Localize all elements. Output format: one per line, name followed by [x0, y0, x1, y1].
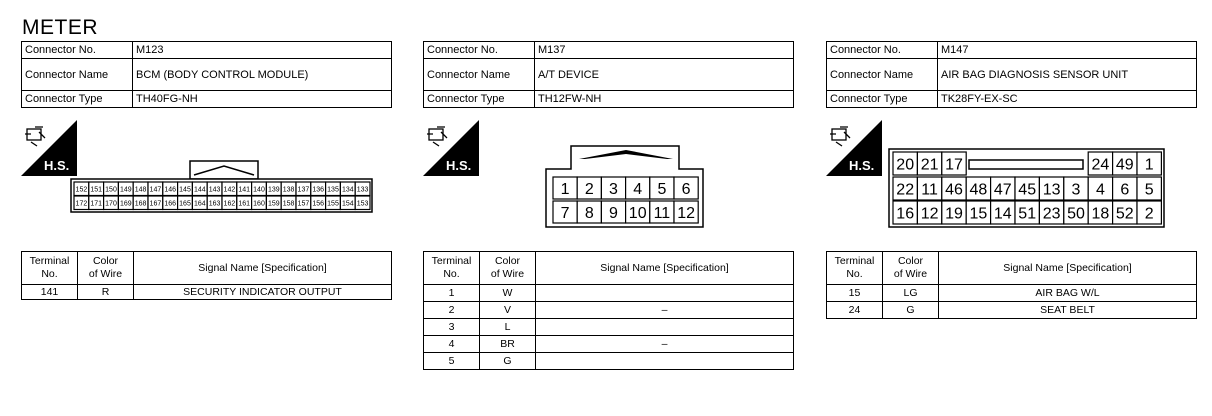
- pin-number: 45: [1018, 181, 1037, 199]
- pin-number: 51: [1018, 205, 1037, 223]
- connector-type-value: TK28FY-EX-SC: [938, 91, 1197, 108]
- pin-number: 168: [134, 200, 147, 208]
- pin-number: 169: [119, 200, 132, 208]
- connector-name-value: A/T DEVICE: [535, 59, 794, 91]
- label-connector-type: Connector Type: [22, 91, 133, 108]
- header-color-of-wire: Color of Wire: [883, 252, 939, 285]
- pin-number: 155: [327, 200, 339, 208]
- signal-name: –: [536, 336, 794, 353]
- pin-number: 134: [341, 186, 354, 194]
- header-color-of-wire: Color of Wire: [78, 252, 134, 285]
- pin-number: 20: [896, 156, 915, 174]
- connector-face-m123: [70, 160, 375, 214]
- header-signal-name: Signal Name [Specification]: [939, 252, 1197, 285]
- pin-number: 156: [312, 200, 325, 208]
- harness-side-icon: [423, 120, 479, 176]
- terminal-no: 2: [424, 302, 480, 319]
- pin-number: 133: [356, 186, 369, 194]
- pin-number: 143: [208, 186, 221, 194]
- pin-number: 11: [653, 204, 671, 222]
- label-connector-name: Connector Name: [424, 59, 535, 91]
- pin-number: 9: [609, 204, 618, 222]
- pin-number: 4: [633, 180, 643, 198]
- pin-number: 149: [119, 186, 132, 194]
- signal-name: AIR BAG W/L: [939, 285, 1197, 302]
- pin-number: 158: [282, 200, 295, 208]
- connector-no-value: M147: [938, 42, 1197, 59]
- pin-number: 52: [1115, 205, 1134, 223]
- pin-number: 23: [1042, 205, 1061, 223]
- pin-number: 141: [238, 186, 251, 194]
- terminal-row: [424, 285, 794, 302]
- pin-number: 160: [253, 200, 265, 208]
- terminal-no: 3: [424, 319, 480, 336]
- pin-number: 165: [179, 200, 191, 208]
- signal-name: SECURITY INDICATOR OUTPUT: [134, 285, 392, 300]
- signal-name: [536, 353, 794, 370]
- terminal-table-m123: [21, 251, 392, 300]
- connector-no-value: M137: [535, 42, 794, 59]
- label-connector-type: Connector Type: [424, 91, 535, 108]
- pin-number: 161: [238, 200, 251, 208]
- pin-number: 136: [312, 186, 325, 194]
- pin-number: 157: [297, 200, 310, 208]
- wire-color: V: [480, 302, 536, 319]
- pin-number: 48: [969, 181, 988, 199]
- pin-number: 144: [193, 186, 206, 194]
- pin-number: 7: [560, 204, 570, 222]
- label-connector-no: Connector No.: [827, 42, 938, 59]
- pin-number: 16: [896, 205, 915, 223]
- terminal-row: [22, 285, 392, 300]
- page-title: METER: [22, 16, 98, 39]
- pin-number: 4: [1095, 181, 1105, 199]
- header-color-of-wire: Color of Wire: [480, 252, 536, 285]
- pin-number: 135: [327, 186, 339, 194]
- pin-number: 1: [560, 180, 570, 198]
- pin-number: 22: [896, 181, 915, 199]
- pin-number: 3: [1071, 181, 1081, 199]
- pin-number: 172: [75, 200, 88, 208]
- harness-side-icon: [826, 120, 882, 176]
- pin-number: 138: [282, 186, 295, 194]
- wire-color: L: [480, 319, 536, 336]
- pin-number: 153: [356, 200, 369, 208]
- connector-no-value: M123: [133, 42, 392, 59]
- connector-name-value: AIR BAG DIAGNOSIS SENSOR UNIT: [938, 59, 1197, 91]
- pin-number: 162: [223, 200, 236, 208]
- terminal-no: 4: [424, 336, 480, 353]
- header-terminal-no: Terminal No.: [22, 252, 78, 285]
- signal-name: [536, 285, 794, 302]
- wire-color: W: [480, 285, 536, 302]
- terminal-row: [424, 302, 794, 319]
- pin-number: 17: [945, 156, 963, 174]
- pin-number: 170: [105, 200, 117, 208]
- terminal-row: [827, 285, 1197, 302]
- terminal-no: 141: [22, 285, 78, 300]
- pin-number: 164: [193, 200, 206, 208]
- pin-number: 171: [90, 200, 103, 208]
- label-connector-no: Connector No.: [424, 42, 535, 59]
- wire-color: G: [883, 302, 939, 319]
- pin-number: 12: [920, 205, 939, 223]
- pin-number: 2: [584, 180, 594, 198]
- pin-number: 3: [609, 180, 618, 198]
- terminal-row: [424, 336, 794, 353]
- pin-number: 47: [993, 181, 1012, 199]
- pin-number: 15: [969, 205, 988, 223]
- pin-number: 19: [945, 205, 963, 223]
- header-signal-name: Signal Name [Specification]: [134, 252, 392, 285]
- connector-type-value: TH12FW-NH: [535, 91, 794, 108]
- hs-label: H.S.: [44, 158, 70, 173]
- pin-number: 166: [164, 200, 177, 208]
- pin-number: 145: [179, 186, 191, 194]
- connector-info-table-m147: [826, 41, 1197, 108]
- pin-number: 167: [149, 200, 162, 208]
- pin-number: 139: [267, 186, 280, 194]
- label-connector-name: Connector Name: [22, 59, 133, 91]
- connector-face-m137: [545, 145, 705, 229]
- terminal-row: [424, 353, 794, 370]
- wire-color: G: [480, 353, 536, 370]
- wire-color: LG: [883, 285, 939, 302]
- terminal-no: 15: [827, 285, 883, 302]
- terminal-table-m147: [826, 251, 1197, 319]
- pin-number: 49: [1115, 156, 1134, 174]
- pin-number: 148: [134, 186, 147, 194]
- pin-number: 12: [677, 204, 695, 222]
- wire-color: R: [78, 285, 134, 300]
- header-signal-name: Signal Name [Specification]: [536, 252, 794, 285]
- pin-number: 5: [1144, 181, 1154, 199]
- svg-text:H.S.: H.S.: [446, 158, 472, 173]
- pin-number: 147: [149, 186, 162, 194]
- connector-type-value: TH40FG-NH: [133, 91, 392, 108]
- terminal-no: 24: [827, 302, 883, 319]
- pin-number: 5: [657, 180, 667, 198]
- pin-number: 146: [164, 186, 177, 194]
- pin-number: 11: [921, 181, 938, 199]
- pin-number: 10: [628, 204, 647, 222]
- harness-side-icon: [21, 120, 77, 176]
- signal-name: –: [536, 302, 794, 319]
- pin-number: 1: [1144, 156, 1154, 174]
- pin-number: 13: [1042, 181, 1061, 199]
- pin-number: 46: [945, 181, 963, 199]
- signal-name: [536, 319, 794, 336]
- terminal-row: [827, 302, 1197, 319]
- terminal-no: 5: [424, 353, 480, 370]
- pin-number: 6: [681, 180, 691, 198]
- pin-number: 6: [1120, 181, 1130, 199]
- pin-number: 50: [1067, 205, 1085, 223]
- pin-number: 152: [75, 186, 88, 194]
- pin-number: 8: [584, 204, 594, 222]
- pin-number: 163: [208, 200, 221, 208]
- pin-number: 24: [1091, 156, 1110, 174]
- label-connector-type: Connector Type: [827, 91, 938, 108]
- pin-number: 140: [253, 186, 265, 194]
- terminal-no: 1: [424, 285, 480, 302]
- pin-number: 159: [267, 200, 280, 208]
- label-connector-name: Connector Name: [827, 59, 938, 91]
- pin-number: 137: [297, 186, 310, 194]
- connector-name-value: BCM (BODY CONTROL MODULE): [133, 59, 392, 91]
- pin-number: 18: [1091, 205, 1110, 223]
- wire-color: BR: [480, 336, 536, 353]
- terminal-table-m137: [423, 251, 794, 370]
- pin-number: 2: [1144, 205, 1154, 223]
- label-connector-no: Connector No.: [22, 42, 133, 59]
- pin-number: 150: [105, 186, 117, 194]
- pin-number: 14: [993, 205, 1012, 223]
- connector-face-m147: [888, 145, 1168, 229]
- signal-name: SEAT BELT: [939, 302, 1197, 319]
- pin-number: 151: [90, 186, 103, 194]
- pin-number: 21: [920, 156, 939, 174]
- terminal-row: [424, 319, 794, 336]
- header-terminal-no: Terminal No.: [424, 252, 480, 285]
- connector-info-table-m137: [423, 41, 794, 108]
- pin-number: 154: [341, 200, 354, 208]
- connector-info-table-m123: [21, 41, 392, 108]
- pin-number: 142: [223, 186, 236, 194]
- svg-text:H.S.: H.S.: [849, 158, 875, 173]
- header-terminal-no: Terminal No.: [827, 252, 883, 285]
